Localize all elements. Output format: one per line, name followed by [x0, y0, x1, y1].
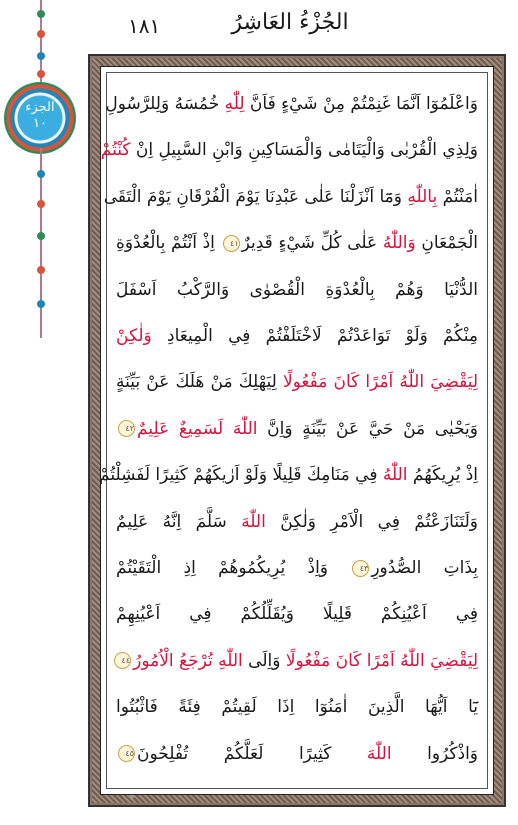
verse-line — [116, 502, 478, 542]
ayah-number-marker: ٤٣ — [352, 560, 369, 577]
page-footer-mark — [130, 795, 134, 798]
juz-label-word: الجزء — [25, 100, 55, 115]
divine-name-text: اللّٰهَ — [241, 511, 266, 532]
verse-line — [103, 177, 478, 217]
divine-name-text: اللّٰهَ لَسَمِيعٌ عَلِيمٌ — [137, 418, 258, 439]
ayah-number-marker: ٤٤ — [114, 652, 131, 669]
verse-line — [116, 594, 478, 634]
divine-name-text: وَلٰكِنْ — [116, 326, 152, 346]
verse-text: الْجَمْعَانِ — [415, 233, 478, 254]
verse-text: بِذَاتِ الصُّدُورِ — [371, 558, 478, 578]
divine-name-text: كُنْتُمْ — [100, 140, 131, 161]
divine-name-text: وَاللّٰهُ — [382, 233, 416, 254]
ayah-number-marker: ٤١ — [223, 235, 240, 252]
verse-text: وَاِذْ يُرِيكُمُوهُمْ اِذِ الْتَقَيْتُمْ — [116, 558, 351, 578]
ayah-number-marker: ٤٢ — [118, 420, 135, 437]
divine-name-text: بِاللّٰهِ — [407, 186, 438, 207]
divine-name-text: اللّٰهِ تُرْجَعُ الْاُمُورُ — [133, 650, 243, 671]
quran-text-block — [99, 84, 479, 780]
verse-text: وَمَٓا اَنْزَلْنَا عَلٰى عَبْدِنَا يَوْمَ الْفُرْقَانِ يَوْمَ الْتَقَى — [103, 186, 408, 207]
verse-text: كَثِيرًا لَعَلَّكُمْ تُفْلِحُونَ — [137, 743, 367, 764]
ornament-bead — [37, 200, 45, 208]
ornament-bead — [37, 10, 45, 18]
ornament-bead — [37, 52, 45, 60]
verse-line — [105, 84, 478, 124]
verse-line — [116, 409, 478, 449]
divine-name-text: لِلّٰهِ — [224, 94, 245, 114]
verse-text: فِي مَنَامِكَ قَلِيلًا وَلَوْ اَرٰيكَهُمْ كَثِيرًا لَفَشِلْتُمْ — [99, 465, 383, 486]
verse-line — [116, 362, 478, 402]
juz-label-number: ١٠ — [33, 116, 47, 131]
verse-text: وَيَحْيٰى مَنْ حَيَّ عَنْ بَيِّنَةٍ وَاِنَّ — [257, 418, 478, 439]
verse-line — [116, 687, 478, 727]
ornament-bead — [37, 170, 45, 178]
verse-text: وَاِلَى — [242, 650, 286, 671]
page-number: ١٨١ — [128, 14, 161, 38]
verse-line — [99, 455, 478, 495]
divine-name-text: اللّٰهُ — [382, 465, 408, 486]
ornament-bead — [37, 232, 45, 240]
verse-line — [116, 548, 478, 588]
verse-line — [116, 270, 478, 310]
verse-line — [100, 130, 478, 170]
juz-label — [20, 100, 60, 132]
verse-text: خُمُسَهُ وَلِلرَّسُولِ — [105, 94, 225, 114]
verse-text: فِي اَعْيُنِكُمْ قَلِيلًا وَيُقَلِّلُكُمْ فِي اَعْيُنِهِمْ — [116, 604, 478, 625]
verse-text: وَاعْلَمُوٓا اَنَّمَا غَنِمْتُمْ مِنْ شَيْءٍ فَاَنَّ — [244, 94, 478, 114]
verse-line — [116, 316, 478, 356]
verse-text: وَلِذِي الْقُرْبٰى وَالْيَتَامٰى وَالْمَسَاكِينِ وَابْنِ السَّبِيلِ اِنْ — [130, 140, 478, 161]
verse-line — [116, 641, 478, 681]
divine-name-text: لِيَقْضِيَ اللّٰهُ اَمْرًا كَانَ مَفْعُولًا — [285, 650, 478, 671]
verse-text: عَلٰى كُلِّ شَيْءٍ قَدِيرٌ — [241, 233, 383, 254]
verse-text: يَٓا اَيُّهَا الَّذِينَ اٰمَنُوٓا اِذَا لَقِيتُمْ فِئَةً فَاثْبُتُوا — [116, 697, 478, 718]
ornament-bead — [37, 266, 45, 274]
ornament-bead — [37, 300, 45, 308]
ornament-bead — [37, 70, 45, 78]
verse-text: اٰمَنْتُمْ — [437, 186, 478, 207]
running-header: الجُزْءُ العَاشِرُ — [231, 10, 349, 35]
ornament-bead — [37, 30, 45, 38]
divine-name-text: لِيَقْضِيَ اللّٰهُ اَمْرًا كَانَ مَفْعُولًا — [282, 372, 479, 393]
verse-text: وَلَتَنَازَعْتُمْ فِي الْاَمْرِ وَلٰكِنَّ — [265, 511, 478, 532]
verse-line — [116, 734, 478, 774]
verse-text: اِذْ يُرِيكَهُمُ — [407, 465, 478, 486]
verse-text: سَلَّمَ اِنَّهُ عَلِيمٌ — [116, 511, 242, 532]
verse-text: لِيَهْلِكَ مَنْ هَلَكَ عَنْ بَيِّنَةٍ — [116, 372, 283, 393]
verse-text: اِذْ اَنْتُمْ بِالْعُدْوَةِ — [116, 233, 221, 254]
ayah-number-marker: ٤٥ — [118, 745, 135, 762]
verse-text: مِنْكُمْ وَلَوْ تَوَاعَدْتُمْ لَاخْتَلَفْتُمْ فِي الْمِيعَادِ — [151, 326, 478, 346]
divine-name-text: اللّٰهَ — [366, 743, 392, 764]
verse-text: وَاذْكُرُوا — [391, 743, 479, 764]
verse-line — [116, 223, 478, 263]
verse-text: الدُّنْيَا وَهُمْ بِالْعُدْوَةِ الْقُصْوٰى وَالرَّكْبُ اَسْفَلَ — [116, 279, 478, 300]
